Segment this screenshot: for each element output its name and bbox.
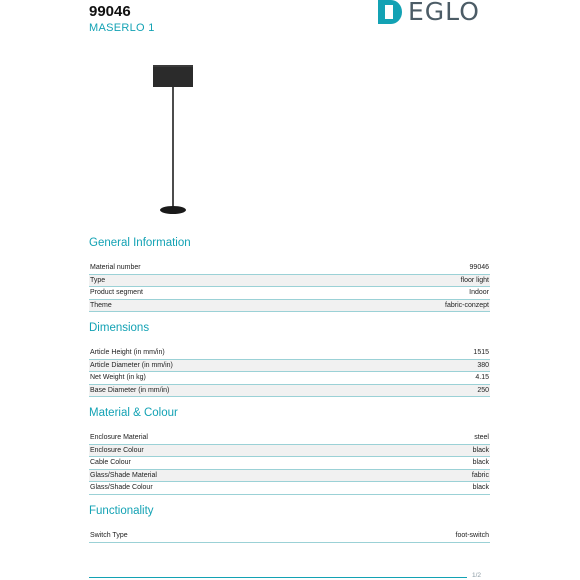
general-information-table bbox=[89, 262, 490, 312]
row-label: Type bbox=[90, 276, 106, 284]
section-general-information bbox=[89, 237, 490, 249]
section-dimensions bbox=[89, 322, 490, 334]
row-label: Article Height (in mm/in) bbox=[90, 349, 165, 356]
section-material-colour bbox=[89, 407, 490, 419]
table-row bbox=[89, 360, 490, 373]
page-number: 1/2 bbox=[472, 572, 482, 579]
table-row bbox=[89, 445, 490, 458]
row-label: Material number bbox=[90, 264, 141, 271]
row-label: Enclosure Material bbox=[90, 434, 148, 441]
row-value: floor light bbox=[460, 276, 489, 284]
row-label: Glass/Shade Colour bbox=[90, 484, 153, 491]
row-label: Article Diameter (in mm/in) bbox=[90, 361, 173, 369]
row-value: foot-switch bbox=[455, 532, 489, 539]
row-label: Net Weight (in kg) bbox=[90, 374, 146, 381]
table-row bbox=[89, 470, 490, 483]
footer-divider bbox=[89, 577, 467, 578]
table-row bbox=[89, 372, 490, 385]
row-value: fabric-conzept bbox=[445, 301, 489, 309]
product-image bbox=[150, 60, 230, 220]
section-title: Dimensions bbox=[89, 322, 150, 334]
table-row bbox=[89, 262, 490, 275]
table-row bbox=[89, 457, 490, 470]
row-value: black bbox=[472, 459, 489, 466]
logo-text: EGLO bbox=[408, 0, 480, 26]
table-row bbox=[89, 432, 490, 445]
row-value: 250 bbox=[477, 386, 489, 394]
row-label: Glass/Shade Material bbox=[90, 471, 157, 479]
table-row bbox=[89, 287, 490, 300]
row-label: Enclosure Colour bbox=[90, 446, 144, 454]
eglo-logo bbox=[378, 0, 480, 24]
row-value: steel bbox=[474, 434, 489, 441]
table-row bbox=[89, 385, 490, 398]
row-label: Base Diameter (in mm/in) bbox=[90, 386, 170, 394]
lamp-base bbox=[160, 206, 186, 214]
table-row bbox=[89, 275, 490, 288]
row-value: 1515 bbox=[473, 349, 489, 356]
row-label: Product segment bbox=[90, 289, 143, 296]
table-row bbox=[89, 347, 490, 360]
row-value: 99046 bbox=[469, 264, 489, 271]
row-value: 380 bbox=[477, 361, 489, 369]
dimensions-table bbox=[89, 347, 490, 397]
row-label: Theme bbox=[90, 301, 112, 309]
row-value: black bbox=[472, 446, 489, 454]
functionality-table bbox=[89, 530, 490, 543]
table-row bbox=[89, 300, 490, 313]
eglo-logo-icon bbox=[378, 0, 402, 24]
lamp-shade bbox=[153, 65, 193, 87]
table-row bbox=[89, 530, 490, 543]
section-title: General Information bbox=[89, 237, 191, 249]
row-value: black bbox=[472, 484, 489, 491]
row-label: Cable Colour bbox=[90, 459, 131, 466]
row-label: Switch Type bbox=[90, 532, 128, 539]
section-functionality bbox=[89, 505, 490, 517]
row-value: fabric bbox=[471, 471, 489, 479]
row-value: Indoor bbox=[469, 289, 489, 296]
section-title: Functionality bbox=[89, 505, 154, 517]
section-title: Material & Colour bbox=[89, 407, 178, 419]
product-name: MASERLO 1 bbox=[89, 22, 155, 34]
row-value: 4.15 bbox=[475, 374, 489, 381]
table-row bbox=[89, 482, 490, 495]
material-colour-table bbox=[89, 432, 490, 495]
article-number: 99046 bbox=[89, 3, 131, 20]
